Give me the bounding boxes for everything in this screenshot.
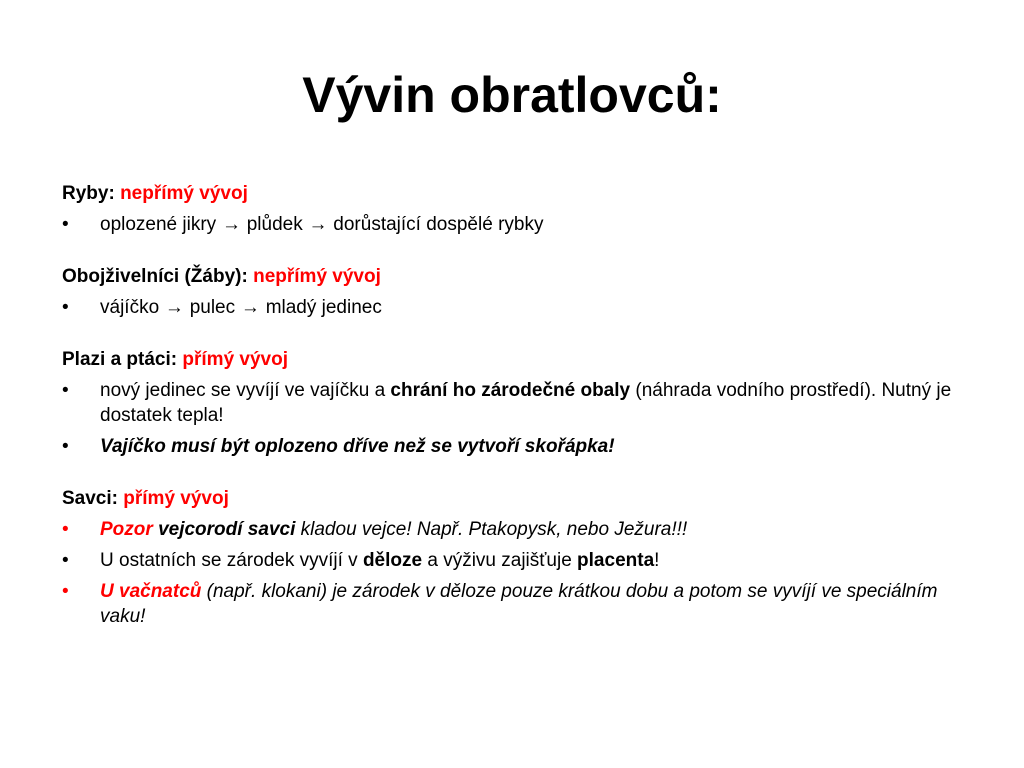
list-item	[62, 212, 972, 237]
section-heading	[62, 486, 972, 511]
slide-title: Vývin obratlovců:	[302, 67, 722, 123]
section-obojzivelnici	[62, 264, 972, 320]
list-item-emphasis: U vačnatců	[100, 581, 202, 602]
bullet-icon: •	[62, 380, 69, 401]
list-item-emphasis: Pozor	[100, 519, 153, 540]
list-item-text: pulec	[189, 297, 236, 318]
section-heading	[62, 181, 972, 206]
list-item-text: vájíčko	[100, 297, 160, 318]
development-type: nepřímý vývoj	[120, 183, 248, 204]
list-item-emphasis: chrání ho zárodečné obaly	[390, 380, 631, 401]
bullet-icon: •	[62, 550, 69, 571]
slide-content	[62, 181, 972, 629]
section-label: Plazi a ptáci:	[62, 349, 178, 370]
list-item-text: a výživu zajišťuje	[427, 550, 572, 571]
section-heading	[62, 264, 972, 289]
list-item	[62, 295, 972, 320]
list-item-text: U ostatních se zárodek vyvíjí v	[100, 550, 358, 571]
list-item-emphasis: děloze	[362, 550, 423, 571]
bullet-icon: •	[62, 436, 69, 457]
bullet-icon: •	[62, 581, 69, 602]
section-ryby	[62, 181, 972, 237]
list-item	[62, 378, 972, 428]
list-item-text: (např. klokani) je zárodek v děloze pouze krátkou dobu a potom se vyvíjí ve speciálním vaku!	[100, 581, 938, 627]
development-type: nepřímý vývoj	[253, 266, 381, 287]
list-item-emphasis: Vajíčko musí být oplozeno dříve než se vytvoří skořápka!	[100, 436, 615, 457]
section-savci	[62, 486, 972, 629]
list-item-text: plůdek	[246, 214, 303, 235]
list-item-text: nový jedinec se vyvíjí ve vajíčku a	[100, 380, 386, 401]
list-item-emphasis: placenta	[577, 550, 655, 571]
arrow-right-icon: →	[240, 297, 260, 318]
list-item-text: oplozené jikry	[100, 214, 217, 235]
section-label: Obojživelníci (Žáby):	[62, 266, 248, 287]
list-item-text: mladý jedinec	[265, 297, 382, 318]
development-type: přímý vývoj	[123, 488, 229, 509]
bullet-icon: •	[62, 297, 69, 318]
section-heading	[62, 347, 972, 372]
list-item-text: (náhrada vodního prostředí). Nutný je dostatek tepla!	[100, 380, 952, 426]
arrow-right-icon: →	[221, 214, 241, 235]
list-item	[62, 548, 972, 573]
section-label: Savci:	[62, 488, 118, 509]
list-item	[62, 579, 972, 629]
bullet-icon: •	[62, 519, 69, 540]
list-item-text: kladou vejce! Např. Ptakopysk, nebo Ježura!!!	[300, 519, 688, 540]
arrow-right-icon: →	[164, 297, 184, 318]
list-item-emphasis: vejcorodí savci	[158, 519, 296, 540]
list-item-text: dorůstající dospělé rybky	[333, 214, 544, 235]
list-item	[62, 517, 972, 542]
section-label: Ryby:	[62, 183, 115, 204]
development-type: přímý vývoj	[182, 349, 288, 370]
list-item	[62, 434, 972, 459]
list-item-text: !	[654, 550, 660, 571]
bullet-icon: •	[62, 214, 69, 235]
arrow-right-icon: →	[308, 214, 328, 235]
section-plazi-a-ptaci	[62, 347, 972, 459]
